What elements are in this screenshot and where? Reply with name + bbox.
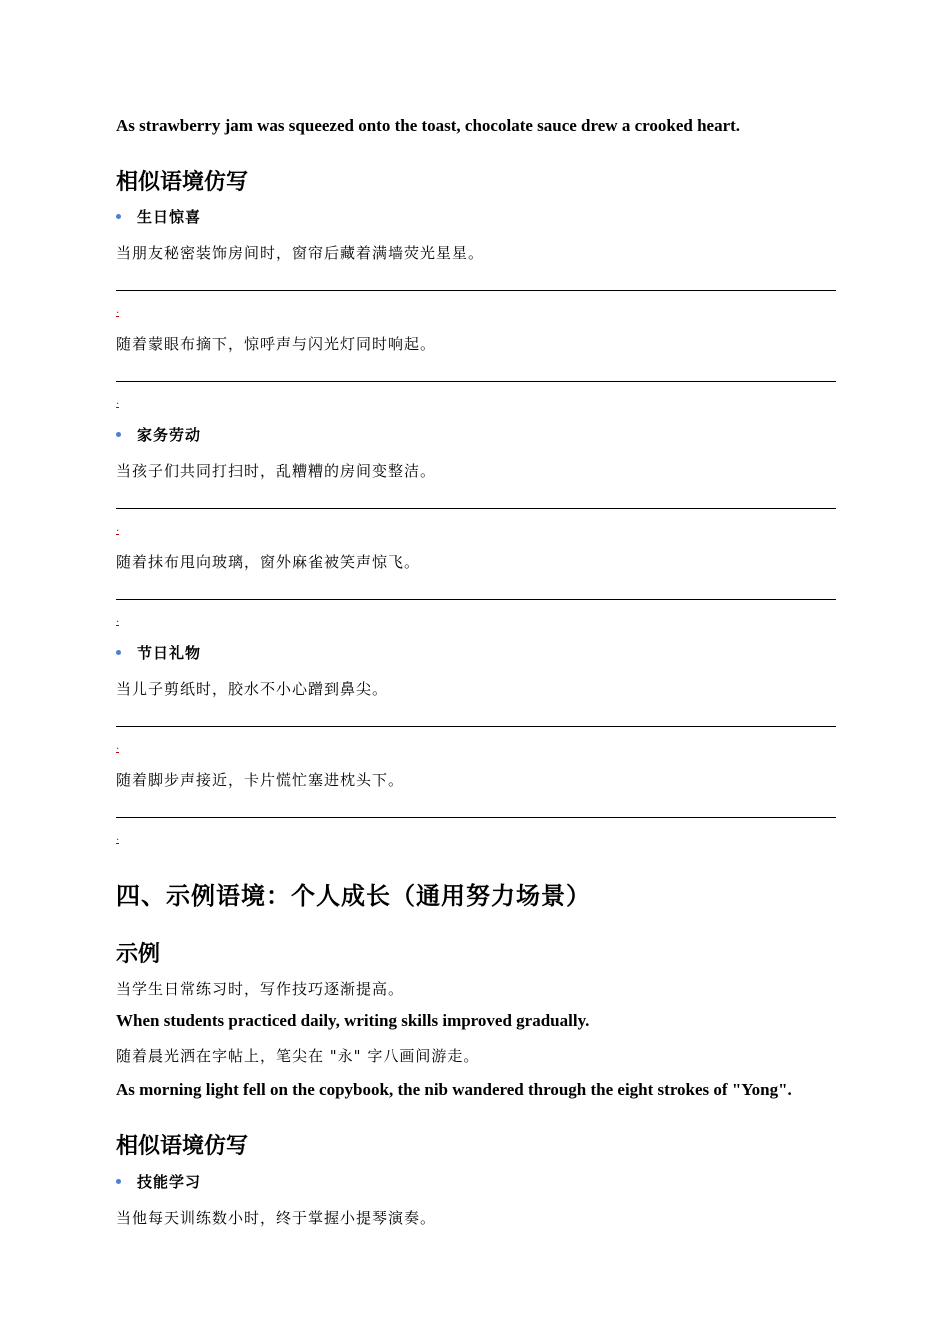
bullet-title: 生日惊喜 — [137, 208, 202, 226]
bullet-dot-icon — [116, 214, 121, 219]
bullet-title: 家务劳动 — [137, 426, 202, 444]
paragraph-mark: . — [116, 396, 120, 407]
paragraph-mark: . — [116, 523, 120, 534]
bullet-item-housework — [116, 424, 201, 445]
similar-context-heading: 相似语境仿写 — [116, 169, 249, 195]
example-chinese-sentence: 随着晨光洒在字帖上，笔尖在 "永" 字八画间游走。 — [116, 1047, 480, 1065]
chinese-sentence: 当他每天训练数小时，终于掌握小提琴演奏。 — [116, 1209, 437, 1227]
answer-blank-line[interactable] — [116, 817, 836, 818]
chinese-sentence: 随着抹布甩向玻璃，窗外麻雀被笑声惊飞。 — [116, 553, 421, 571]
bullet-dot-icon — [116, 1179, 121, 1184]
example-english-sentence: As strawberry jam was squeezed onto the toast, chocolate sauce drew a crooked heart. — [116, 116, 741, 135]
chinese-sentence: 当孩子们共同打扫时，乱糟糟的房间变整洁。 — [116, 462, 437, 480]
bullet-dot-icon — [116, 650, 121, 655]
answer-blank-line[interactable] — [116, 599, 836, 600]
chinese-sentence: 随着脚步声接近，卡片慌忙塞进枕头下。 — [116, 771, 405, 789]
bullet-title: 节日礼物 — [137, 644, 202, 662]
answer-blank-line[interactable] — [116, 381, 836, 382]
answer-blank-line[interactable] — [116, 290, 836, 291]
paragraph-mark: . — [116, 832, 120, 843]
similar-context-heading: 相似语境仿写 — [116, 1133, 249, 1159]
chinese-sentence: 当朋友秘密装饰房间时，窗帘后藏着满墙荧光星星。 — [116, 244, 485, 262]
bullet-item-holiday-gift — [116, 642, 201, 663]
answer-blank-line[interactable] — [116, 726, 836, 727]
example-heading: 示例 — [116, 941, 161, 967]
bullet-item-birthday — [116, 206, 201, 227]
example-english-sentence: As morning light fell on the copybook, the nib wandered through the eight strokes of "Yong". — [116, 1080, 792, 1099]
answer-blank-line[interactable] — [116, 508, 836, 509]
bullet-title: 技能学习 — [137, 1173, 202, 1191]
example-english-sentence: When students practiced daily, writing skills improved gradually. — [116, 1011, 590, 1030]
paragraph-mark: . — [116, 305, 120, 316]
chinese-sentence: 随着蒙眼布摘下，惊呼声与闪光灯同时响起。 — [116, 335, 437, 353]
section-heading: 四、示例语境：个人成长（通用努力场景） — [116, 881, 591, 910]
paragraph-mark: . — [116, 614, 120, 625]
chinese-sentence: 当儿子剪纸时，胶水不小心蹭到鼻尖。 — [116, 680, 389, 698]
bullet-item-skill-learning — [116, 1171, 201, 1192]
example-chinese-sentence: 当学生日常练习时，写作技巧逐渐提高。 — [116, 980, 405, 998]
bullet-dot-icon — [116, 432, 121, 437]
paragraph-mark: . — [116, 741, 120, 752]
